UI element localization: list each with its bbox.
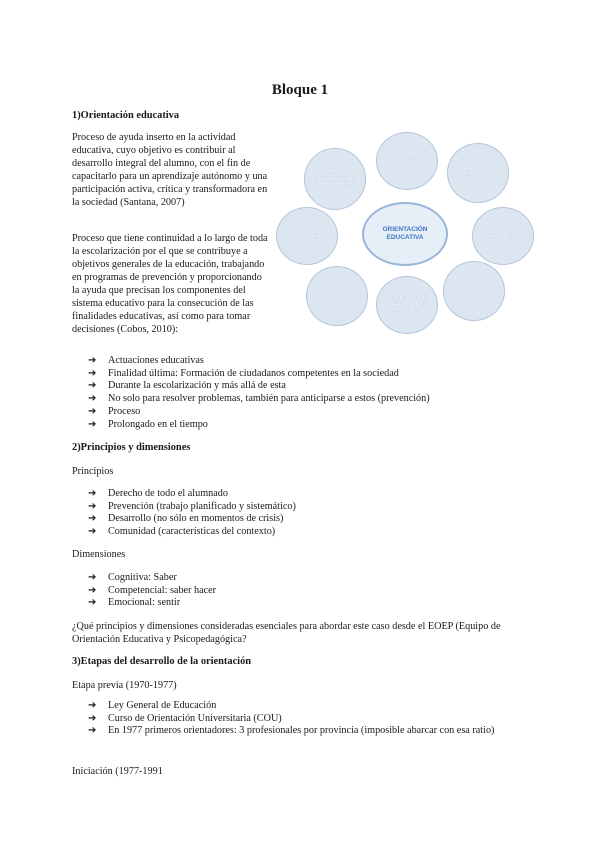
list-item: ➔ Prolongado en el tiempo (88, 419, 518, 432)
dimensiones-label: Dimensiones (72, 549, 126, 560)
list-item: ➔ Finalidad última: Formación de ciudadanos competentes en la sociedad (88, 368, 518, 381)
node-continuidad: Continuidad (276, 207, 338, 265)
principios-list (88, 488, 518, 539)
node-orientacion-educativa: ORIENTACIÓN EDUCATIVA (362, 202, 448, 266)
list-item: ➔ Desarrollo (no sólo en momentos de crisis) (88, 513, 518, 526)
node-contribuye: Contribuye a los objetivos de la educación (376, 276, 438, 334)
list-item: ➔ Ley General de Educación (88, 700, 518, 713)
dimensiones-list (88, 572, 518, 610)
list-item: ➔ No solo para resolver problemas, también para anticiparse a estos (prevención) (88, 393, 518, 406)
question-paragraph: ¿Qué principios y dimensiones consideradas esenciales para abordar este caso desde el EOEP (Equipo de Orientación Educativa y Psicopedagógica? (72, 621, 501, 645)
definition-paragraph-2: Proceso que tiene continuidad a lo largo de toda la escolarización por el que se contribuye a objetivos generales de la educación, trabajando en programas de prevención y proporcionando la ayuda que precisan los componentes del sistema educativo para la consecución de las finalidades educativas, así como para tomar decisiones (Cobos, 2010): (72, 233, 268, 335)
section2-heading: 2)Principios y dimensiones (72, 442, 191, 453)
list-item: ➔ Derecho de todo el alumnado (88, 488, 518, 501)
list-item: ➔ Competencial: saber hacer (88, 585, 518, 598)
node-para-toma-decisiones: Para toma de decisiones (447, 143, 509, 203)
list-item: ➔ Curso de Orientación Universitaria (COU) (88, 713, 518, 726)
node-ayuda: Ayuda (306, 266, 368, 326)
node-proceso: Proceso (376, 132, 438, 190)
node-integrada: Integrada en el proceso educativo (304, 148, 366, 210)
etapa-previa-label: Etapa previa (1970-1977) (72, 680, 177, 691)
orientation-diagram (272, 130, 534, 335)
list-item: ➔ En 1977 primeros orientadores: 3 profesionales por provincia (imposible abarcar con esa ratio) (88, 725, 518, 738)
iniciacion-label: Iniciación (1977-1991 (72, 766, 163, 777)
principios-label: Principios (72, 466, 114, 477)
page-title: Bloque 1 (271, 82, 329, 98)
section3-heading: 3)Etapas del desarrollo de la orientación (72, 656, 252, 667)
section1-heading: 1)Orientación educativa (72, 110, 180, 121)
orientation-features-list (88, 355, 518, 431)
list-item: ➔ Proceso (88, 406, 518, 419)
list-item: ➔ Prevención (trabajo planificado y sistemático) (88, 501, 518, 514)
definition-paragraph-1: Proceso de ayuda inserto en la actividad educativa, cuyo objetivo es contribuir al desarrollo integral del alumno, con el fin de capacitarlo para un aprendizaje autónomo y una participación activa, crítica y transformadora en la sociedad (Santana, 2007) (72, 132, 268, 208)
list-item: ➔ Emocional: sentir (88, 597, 518, 610)
node-desarrollo: Desarrollo (443, 261, 505, 321)
node-prevencion: Prevención (472, 207, 534, 265)
list-item: ➔ Actuaciones educativas (88, 355, 518, 368)
etapa-previa-list (88, 700, 518, 738)
list-item: ➔ Durante la escolarización y más allá de esta (88, 380, 518, 393)
list-item: ➔ Comunidad (características del contexto) (88, 526, 518, 539)
list-item: ➔ Cognitiva: Saber (88, 572, 518, 585)
